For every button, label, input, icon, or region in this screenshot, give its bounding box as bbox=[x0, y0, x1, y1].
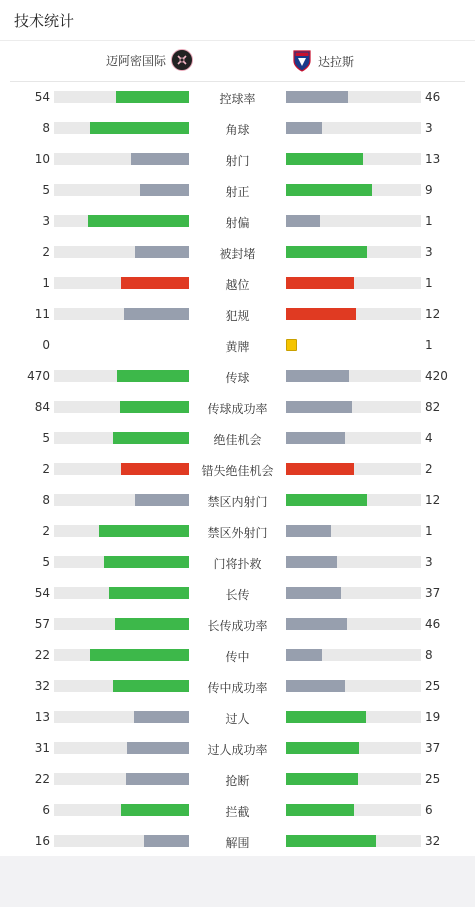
away-bar-track bbox=[286, 308, 421, 320]
away-bar-track bbox=[286, 339, 421, 351]
away-bar-fill bbox=[286, 742, 359, 754]
stat-label: 传中 bbox=[225, 650, 250, 664]
home-bar-track bbox=[54, 649, 189, 661]
section-header bbox=[0, 0, 475, 41]
home-bar-track bbox=[54, 680, 189, 692]
away-bar-fill bbox=[286, 432, 345, 444]
home-team-name: 迈阿密国际 bbox=[105, 53, 166, 68]
away-bar-track bbox=[286, 246, 421, 258]
home-value: 470 bbox=[27, 369, 50, 383]
home-bar-track bbox=[54, 773, 189, 785]
stat-row bbox=[0, 795, 475, 826]
home-bar-fill bbox=[121, 277, 189, 289]
stat-row bbox=[0, 113, 475, 144]
away-bar-track bbox=[286, 680, 421, 692]
stat-label: 射偏 bbox=[225, 216, 250, 230]
home-bar-fill bbox=[144, 835, 189, 847]
section-title: 技术统计 bbox=[14, 11, 75, 30]
home-bar-track bbox=[54, 835, 189, 847]
home-bar-fill bbox=[99, 525, 189, 537]
stat-row bbox=[0, 578, 475, 609]
away-bar-track bbox=[286, 370, 421, 382]
home-value: 8 bbox=[42, 493, 50, 507]
stat-row bbox=[0, 547, 475, 578]
stat-label: 传中成功率 bbox=[207, 681, 268, 695]
home-bar-track bbox=[54, 91, 189, 103]
stat-row bbox=[0, 392, 475, 423]
away-value: 37 bbox=[425, 741, 441, 755]
home-bar-track bbox=[54, 277, 189, 289]
stat-row bbox=[0, 144, 475, 175]
home-value: 54 bbox=[34, 586, 50, 600]
home-bar-track bbox=[54, 742, 189, 754]
home-bar-fill bbox=[113, 432, 189, 444]
home-bar-fill bbox=[131, 153, 189, 165]
away-value: 82 bbox=[425, 400, 441, 414]
home-bar-track bbox=[54, 618, 189, 630]
stat-label: 传球成功率 bbox=[207, 402, 268, 416]
away-bar-track bbox=[286, 773, 421, 785]
home-bar-track bbox=[54, 525, 189, 537]
away-bar-fill bbox=[286, 122, 322, 134]
away-value: 420 bbox=[425, 369, 448, 383]
away-bar-fill bbox=[286, 587, 341, 599]
home-bar-fill bbox=[121, 463, 189, 475]
home-value: 5 bbox=[42, 183, 50, 197]
away-value: 12 bbox=[425, 493, 441, 507]
home-bar-fill bbox=[120, 401, 189, 413]
home-bar-track bbox=[54, 370, 189, 382]
away-bar-track bbox=[286, 649, 421, 661]
away-value: 46 bbox=[425, 90, 441, 104]
away-value: 25 bbox=[425, 679, 441, 693]
away-value: 46 bbox=[425, 617, 441, 631]
home-bar-track bbox=[54, 804, 189, 816]
home-bar-track bbox=[54, 215, 189, 227]
home-bar-track bbox=[54, 463, 189, 475]
away-bar-track bbox=[286, 804, 421, 816]
away-bar-track bbox=[286, 184, 421, 196]
stat-label: 禁区内射门 bbox=[207, 495, 268, 509]
away-bar-fill bbox=[286, 680, 345, 692]
away-bar-fill bbox=[286, 525, 331, 537]
home-bar-fill bbox=[109, 587, 189, 599]
home-bar-fill bbox=[90, 122, 189, 134]
away-bar-track bbox=[286, 587, 421, 599]
home-bar-fill bbox=[121, 804, 189, 816]
away-value: 1 bbox=[425, 276, 433, 290]
stat-row bbox=[0, 454, 475, 485]
away-bar-fill bbox=[286, 91, 348, 103]
away-value: 9 bbox=[425, 183, 433, 197]
stat-row bbox=[0, 609, 475, 640]
home-bar-fill bbox=[88, 215, 189, 227]
stat-row bbox=[0, 361, 475, 392]
yellow-card-icon bbox=[286, 339, 297, 351]
stat-label: 长传 bbox=[225, 588, 250, 602]
stat-row bbox=[0, 82, 475, 113]
home-value: 22 bbox=[34, 772, 50, 786]
home-value: 32 bbox=[34, 679, 50, 693]
away-bar-fill bbox=[286, 401, 352, 413]
home-bar-track bbox=[54, 556, 189, 568]
stat-row bbox=[0, 423, 475, 454]
stat-label: 角球 bbox=[225, 123, 250, 137]
away-bar-fill bbox=[286, 618, 347, 630]
away-bar-fill bbox=[286, 711, 366, 723]
away-value: 1 bbox=[425, 338, 433, 352]
away-value: 25 bbox=[425, 772, 441, 786]
stat-label: 门将扑救 bbox=[213, 557, 262, 571]
home-value: 22 bbox=[34, 648, 50, 662]
away-bar-fill bbox=[286, 308, 356, 320]
home-value: 2 bbox=[42, 524, 50, 538]
stat-row bbox=[0, 330, 475, 361]
stat-row bbox=[0, 237, 475, 268]
stat-row bbox=[0, 299, 475, 330]
stat-label: 过人 bbox=[225, 712, 250, 726]
fc-dallas-logo-icon bbox=[291, 49, 313, 73]
home-bar-track bbox=[54, 184, 189, 196]
home-bar-fill bbox=[104, 556, 189, 568]
stat-label: 长传成功率 bbox=[207, 619, 268, 633]
away-value: 37 bbox=[425, 586, 441, 600]
away-bar-fill bbox=[286, 804, 354, 816]
away-team-name: 达拉斯 bbox=[318, 54, 355, 69]
away-bar-fill bbox=[286, 370, 349, 382]
stat-row bbox=[0, 733, 475, 764]
stat-label: 被封堵 bbox=[219, 247, 256, 261]
stat-row bbox=[0, 516, 475, 547]
home-value: 11 bbox=[34, 307, 50, 321]
home-value: 8 bbox=[42, 121, 50, 135]
away-bar-track bbox=[286, 742, 421, 754]
away-team[interactable] bbox=[291, 49, 354, 73]
away-bar-track bbox=[286, 215, 421, 227]
home-bar-fill bbox=[113, 680, 189, 692]
home-bar-track bbox=[54, 587, 189, 599]
away-bar-fill bbox=[286, 835, 376, 847]
away-bar-fill bbox=[286, 649, 322, 661]
home-bar-fill bbox=[117, 370, 189, 382]
stat-label: 传球 bbox=[225, 371, 250, 385]
home-bar-track bbox=[54, 339, 189, 351]
teams-row bbox=[10, 41, 465, 82]
away-bar-track bbox=[286, 277, 421, 289]
home-bar-fill bbox=[140, 184, 189, 196]
stat-row bbox=[0, 206, 475, 237]
away-bar-fill bbox=[286, 556, 337, 568]
stat-label: 越位 bbox=[225, 278, 250, 292]
home-value: 84 bbox=[34, 400, 50, 414]
stat-row bbox=[0, 671, 475, 702]
stat-label: 控球率 bbox=[219, 92, 256, 106]
away-value: 13 bbox=[425, 152, 441, 166]
home-value: 13 bbox=[34, 710, 50, 724]
away-bar-fill bbox=[286, 153, 363, 165]
home-bar-track bbox=[54, 401, 189, 413]
away-bar-track bbox=[286, 401, 421, 413]
stat-row bbox=[0, 826, 475, 857]
stat-label: 绝佳机会 bbox=[213, 433, 262, 447]
away-bar-fill bbox=[286, 184, 372, 196]
stat-label: 射门 bbox=[225, 154, 250, 168]
away-value: 32 bbox=[425, 834, 441, 848]
stat-label: 犯规 bbox=[225, 309, 250, 323]
home-value: 1 bbox=[42, 276, 50, 290]
home-bar-fill bbox=[135, 494, 189, 506]
stat-row bbox=[0, 764, 475, 795]
home-value: 5 bbox=[42, 555, 50, 569]
stat-label: 拦截 bbox=[225, 805, 250, 819]
stats-list bbox=[0, 82, 475, 857]
stat-label: 错失绝佳机会 bbox=[201, 464, 274, 478]
away-bar-track bbox=[286, 122, 421, 134]
home-value: 5 bbox=[42, 431, 50, 445]
stat-label: 禁区外射门 bbox=[207, 526, 268, 540]
home-bar-track bbox=[54, 122, 189, 134]
home-value: 2 bbox=[42, 462, 50, 476]
stat-row bbox=[0, 702, 475, 733]
home-bar-track bbox=[54, 432, 189, 444]
away-bar-track bbox=[286, 153, 421, 165]
away-bar-track bbox=[286, 91, 421, 103]
away-value: 6 bbox=[425, 803, 433, 817]
away-bar-fill bbox=[286, 773, 358, 785]
away-value: 19 bbox=[425, 710, 441, 724]
away-bar-fill bbox=[286, 215, 320, 227]
home-value: 31 bbox=[34, 741, 50, 755]
away-bar-track bbox=[286, 494, 421, 506]
home-bar-fill bbox=[127, 742, 189, 754]
home-bar-fill bbox=[116, 91, 189, 103]
away-bar-track bbox=[286, 432, 421, 444]
away-value: 1 bbox=[425, 214, 433, 228]
home-value: 2 bbox=[42, 245, 50, 259]
home-bar-fill bbox=[124, 308, 189, 320]
home-bar-track bbox=[54, 494, 189, 506]
stat-label: 抢断 bbox=[225, 774, 250, 788]
away-bar-track bbox=[286, 835, 421, 847]
away-bar-track bbox=[286, 711, 421, 723]
away-value: 3 bbox=[425, 245, 433, 259]
home-bar-fill bbox=[135, 246, 189, 258]
stat-label: 解围 bbox=[225, 836, 250, 850]
stat-label: 射正 bbox=[225, 185, 250, 199]
away-bar-track bbox=[286, 525, 421, 537]
away-bar-fill bbox=[286, 246, 367, 258]
home-bar-fill bbox=[134, 711, 189, 723]
stat-row bbox=[0, 268, 475, 299]
stat-label: 过人成功率 bbox=[207, 743, 268, 757]
home-bar-track bbox=[54, 246, 189, 258]
away-bar-track bbox=[286, 556, 421, 568]
home-bar-track bbox=[54, 711, 189, 723]
away-bar-fill bbox=[286, 277, 354, 289]
home-value: 3 bbox=[42, 214, 50, 228]
home-value: 6 bbox=[42, 803, 50, 817]
inter-miami-logo-icon bbox=[171, 49, 193, 71]
away-bar-fill bbox=[286, 463, 354, 475]
away-value: 1 bbox=[425, 524, 433, 538]
away-value: 3 bbox=[425, 121, 433, 135]
home-value: 10 bbox=[34, 152, 50, 166]
home-value: 16 bbox=[34, 834, 50, 848]
page-footer bbox=[0, 856, 475, 907]
home-value: 57 bbox=[34, 617, 50, 631]
home-value: 0 bbox=[42, 338, 50, 352]
away-value: 12 bbox=[425, 307, 441, 321]
home-bar-fill bbox=[90, 649, 189, 661]
home-team[interactable] bbox=[106, 49, 193, 71]
away-value: 2 bbox=[425, 462, 433, 476]
home-bar-track bbox=[54, 153, 189, 165]
home-value: 54 bbox=[34, 90, 50, 104]
away-value: 8 bbox=[425, 648, 433, 662]
home-bar-track bbox=[54, 308, 189, 320]
home-bar-fill bbox=[126, 773, 189, 785]
away-bar-track bbox=[286, 463, 421, 475]
home-bar-fill bbox=[115, 618, 189, 630]
stat-row bbox=[0, 640, 475, 671]
stat-label: 黄牌 bbox=[225, 340, 250, 354]
stat-row bbox=[0, 485, 475, 516]
away-value: 4 bbox=[425, 431, 433, 445]
away-value: 3 bbox=[425, 555, 433, 569]
away-bar-fill bbox=[286, 494, 367, 506]
away-bar-track bbox=[286, 618, 421, 630]
stat-row bbox=[0, 175, 475, 206]
